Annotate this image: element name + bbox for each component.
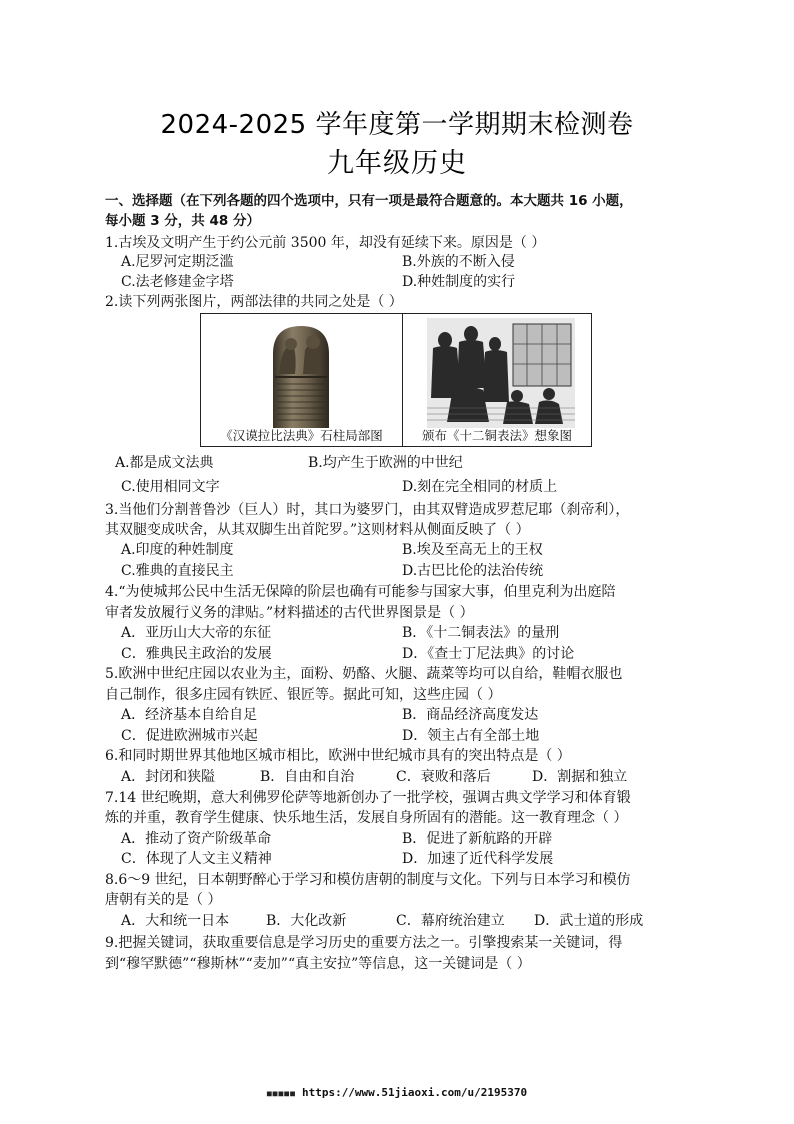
figure-hammurabi-stele <box>200 313 403 447</box>
question-7-option-a: A．推动了资产阶级革命 <box>121 831 272 847</box>
question-6-stem: 6.和同时期世界其他地区城市相比，欧洲中世纪城市具有的突出特点是（ ） <box>105 748 571 764</box>
question-5-stem-line-1: 5.欧洲中世纪庄园以农业为主，面粉、奶酪、火腿、蔬菜等均可以自给，鞋帽衣服也 <box>105 666 623 682</box>
figure-left-caption: 《汉谟拉比法典》石柱局部图 <box>220 428 383 443</box>
question-2-option-c: C.使用相同文字 <box>121 479 220 495</box>
question-3-option-a: A.印度的种姓制度 <box>121 542 234 558</box>
page-footer <box>0 1086 794 1099</box>
question-2-stem: 2.读下列两张图片，两部法律的共同之处是（ ） <box>105 294 403 310</box>
question-8-option-c: C．幕府统治建立 <box>396 913 505 929</box>
question-3-option-c: C.雅典的直接民主 <box>121 563 234 579</box>
question-4-option-d: D．《查士丁尼法典》的讨论 <box>402 646 575 662</box>
exam-subtitle: 九年级历史 <box>327 148 467 179</box>
question-7-option-c: C．体现了人文主义精神 <box>121 851 272 867</box>
question-1-stem: 1.古埃及文明产生于约公元前 3500 年，却没有延续下来。原因是（ ） <box>105 235 546 251</box>
question-5-option-d: D．领主占有全部土地 <box>402 728 540 744</box>
figure-right-caption: 颁布《十二铜表法》想象图 <box>421 428 572 443</box>
question-4-option-c: C．雅典民主政治的发展 <box>121 646 272 662</box>
question-5-stem-line-2: 自己制作，很多庄园有铁匠、银匠等。据此可知，这些庄园（ ） <box>105 687 502 703</box>
question-4-option-a: A．亚历山大大帝的东征 <box>121 625 272 641</box>
question-9-stem-line-1: 9.把握关键词，获取重要信息是学习历史的重要方法之一。引擎搜索某一关键词，得 <box>105 935 623 951</box>
question-3-stem-line-2: 其双腿变成吠舍，从其双脚生出首陀罗。”这则材料从侧面反映了（ ） <box>105 522 530 538</box>
question-8-option-b: B．大化改新 <box>266 913 347 929</box>
exam-title: 2024-2025 学年度第一学期期末检测卷 <box>160 110 634 140</box>
engraving-image <box>427 318 575 428</box>
question-1-option-b: B.外族的不断入侵 <box>402 254 515 270</box>
question-6-option-a: A．封闭和狭隘 <box>121 769 216 785</box>
question-1-option-c: C.法老修建金字塔 <box>121 274 234 290</box>
question-5-option-a: A．经济基本自给自足 <box>121 707 258 723</box>
question-2-option-b: B.均产生于欧洲的中世纪 <box>308 455 463 471</box>
question-7-option-d: D．加速了近代科学发展 <box>402 851 554 867</box>
question-5-option-c: C．促进欧洲城市兴起 <box>121 728 258 744</box>
figure-twelve-tables <box>402 313 592 447</box>
question-1-option-a: A.尼罗河定期泛滥 <box>121 254 234 270</box>
question-3-option-b: B.埃及至高无上的王权 <box>402 542 543 558</box>
question-3-stem-line-1: 3.当他们分割普鲁沙（巨人）时，其口为婆罗门，由其双臂造成罗惹尼耶（刹帝利）， <box>105 502 630 518</box>
question-3-option-d: D.古巴比伦的法治传统 <box>402 563 544 579</box>
question-6-option-d: D．割据和独立 <box>532 769 628 785</box>
question-8-option-a: A．大和统一日本 <box>121 913 230 929</box>
question-1-option-d: D.种姓制度的实行 <box>402 274 516 290</box>
question-7-stem-line-2: 炼的并重，教育学生健康、快乐地生活，发展自身所固有的潜能。这一教育理念（ ） <box>105 810 628 826</box>
question-4-stem-line-1: 4.“为使城邦公民中生活无保障的阶层也确有可能参与国家大事，伯里克利为出庭陪 <box>105 584 616 600</box>
section-heading-line-2: 每小题 3 分，共 48 分） <box>105 213 260 229</box>
footer-url[interactable]: https://www.51jiaoxi.com/u/2195370 <box>301 1086 528 1099</box>
question-2-option-a: A.都是成文法典 <box>115 455 214 471</box>
question-4-stem-line-2: 审者发放履行义务的津贴。”材料描述的古代世界图景是（ ） <box>105 605 474 621</box>
question-8-option-d: D．武士道的形成 <box>534 913 644 929</box>
question-5-option-b: B．商品经济高度发达 <box>402 707 539 723</box>
question-7-option-b: B．促进了新航路的开辟 <box>402 831 553 847</box>
question-4-option-b: B．《十二铜表法》的量刑 <box>402 625 560 641</box>
stele-image <box>267 324 335 428</box>
footer-watermark: ■■■■■ <box>266 1089 296 1098</box>
question-7-stem-line-1: 7.14 世纪晚期，意大利佛罗伦萨等地新创办了一批学校，强调古典文学学习和体育锻 <box>105 790 631 806</box>
question-8-stem-line-1: 8.6～9 世纪，日本朝野醉心于学习和模仿唐朝的制度与文化。下列与日本学习和模仿 <box>105 872 631 888</box>
question-6-option-c: C．衰败和落后 <box>396 769 491 785</box>
question-8-stem-line-2: 唐朝有关的是（ ） <box>105 892 222 908</box>
question-2-option-d: D.刻在完全相同的材质上 <box>402 479 558 495</box>
question-6-option-b: B．自由和自治 <box>260 769 355 785</box>
question-9-stem-line-2: 到“穆罕默德”“穆斯林”“麦加”“真主安拉”等信息，这一关键词是（ ） <box>105 956 531 972</box>
section-heading-line-1: 一、选择题（在下列各题的四个选项中，只有一项是最符合题意的。本大题共 16 小题， <box>105 193 633 209</box>
